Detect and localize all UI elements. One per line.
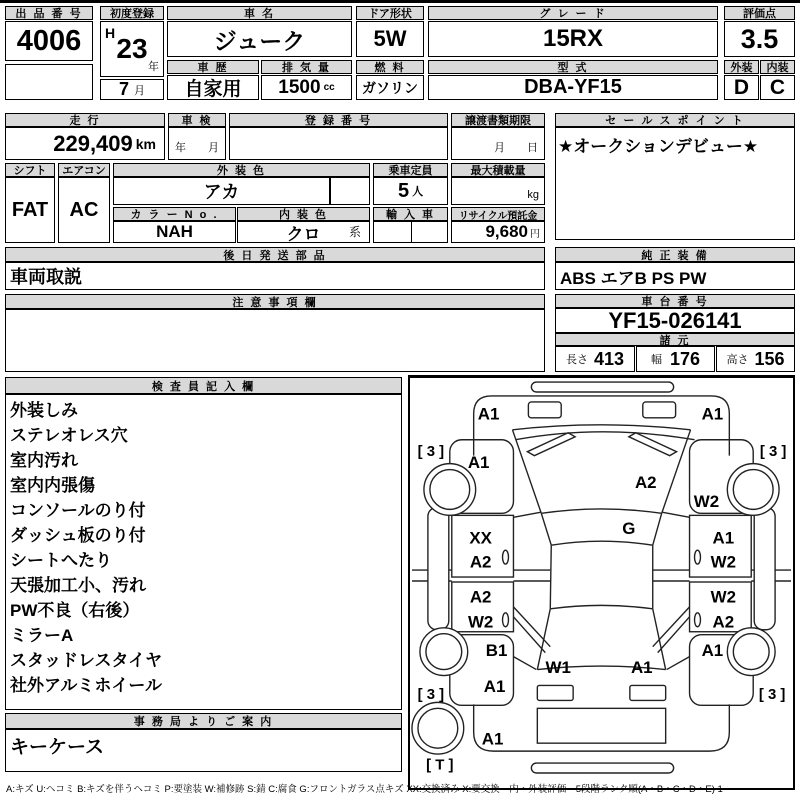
capacity-text: 5 [397,179,410,202]
diagram-label: A1 [701,641,724,661]
inspector-note-line: 室内汚れ [10,451,78,470]
diagram-label: W2 [710,552,737,572]
exterior-grade-value [724,75,759,100]
aircon-value [58,177,110,243]
exterior-color-sub-box [330,177,370,205]
diagram-label: [ 3 ] [759,443,787,461]
caution-header: 注 意 事 項 欄 [5,294,545,309]
door-handle [695,550,701,564]
inspection-text: 年 月 [175,142,219,154]
parts-later-value [5,262,545,290]
fuel-value [356,75,424,100]
displacement-unit: cc [323,82,335,93]
dimension-width-cell [636,346,715,372]
year-suffix-text: 年 [148,61,159,73]
inspector-note-line: 社外アルミホイール [10,676,162,695]
displacement-text: 1500 [278,76,321,98]
interior-color-suffix: 系 [348,225,361,239]
diagram-label: A1 [712,528,735,548]
inspector-note-line: スタッドレスタイヤ [10,651,163,670]
recycle-deposit-text: 9,680 [485,222,528,241]
rear-window-top [550,605,652,608]
aircon-header: エアコン [58,163,110,177]
interior-color-header: 内 装 色 [237,207,370,221]
inspector-notes-box [5,394,402,710]
diagram-label: W1 [545,658,571,678]
car-history-text: 自家用 [184,79,242,100]
diagram-label: A2 [469,587,492,607]
trunk-lid [537,708,665,743]
office-info-header: 事 務 局 よ り ご 案 内 [5,713,402,729]
car-history-value [167,75,259,100]
diagram-label: W2 [467,612,494,632]
door-handle [503,550,509,564]
sales-point-text: ★オークションデビュー★ [558,137,759,156]
length-value: 413 [593,348,625,369]
exterior-grade-header: 外装 [724,60,759,74]
month-text: 7 [118,79,129,99]
max-load-header: 最大積載量 [451,163,545,177]
grade-header: グ レ ー ド [428,6,718,20]
width-value: 176 [669,348,701,369]
car-history-header: 車 歴 [167,60,259,74]
color-no-text: NAH [156,222,193,241]
auction-no-header: 出 品 番 号 [5,6,93,20]
equipment-text: ABS エアB PS PW [560,268,707,288]
windshield-top [541,509,661,513]
top-border [0,0,800,3]
inspector-notes-header: 検 査 員 記 入 欄 [5,377,402,394]
office-info-text: キーケース [10,737,105,758]
diagram-label: A2 [712,612,735,632]
car-diagram-svg [410,378,793,787]
diagram-label: A2 [634,473,657,493]
chassis-no-value [555,308,795,333]
interior-grade-text: C [769,75,786,99]
mileage-unit: km [135,135,156,152]
diagram-labels [418,404,787,773]
hood-left-edge [512,430,541,514]
max-load-value [451,177,545,205]
month-suffix-text: 月 [134,84,145,97]
dimension-length-cell [555,346,635,372]
diagram-label: A1 [467,453,490,473]
diagram-label: A1 [701,404,724,424]
diagram-label: A1 [481,729,504,749]
door-shape-text: 5W [373,26,407,51]
hood-right-edge [662,430,691,514]
diagram-label: B1 [485,641,508,661]
hood-top-edge [512,425,690,430]
import-car-header: 輸 入 車 [373,207,448,221]
car-name-text: ジューク [213,27,306,54]
right-rocker-panel [754,507,775,629]
door-shape-header: ドア形状 [356,6,424,20]
inspector-note-line: シートへたり [10,551,112,570]
capacity-header: 乗車定員 [373,163,448,177]
score-text: 3.5 [740,23,779,54]
parts-later-text: 車両取説 [10,267,82,287]
capacity-unit: 人 [412,186,424,198]
registration-no-value [229,127,448,160]
chassis-no-text: YF15-026141 [608,307,742,333]
auction-no-value [5,21,93,61]
shift-value [5,177,55,243]
equipment-header: 純 正 装 備 [555,247,795,262]
exterior-color-text: アカ [203,182,240,202]
import-car-divider [411,222,413,242]
diagram-label: A1 [477,404,500,424]
capacity-value [373,177,448,205]
front-roof-bar [531,382,673,392]
model-code-text: DBA-YF15 [524,76,622,98]
diagram-label: W2 [710,587,737,607]
diagram-label: [ 3 ] [417,443,445,461]
inspector-note-line: PW不良（右後） [10,601,140,620]
interior-grade-header: 内装 [760,60,795,74]
rear-roof-bar [531,763,673,773]
exterior-grade-text: D [733,75,750,99]
length-label: 長さ [565,354,588,366]
model-code-header: 型 式 [428,60,718,74]
inspector-note-line: 室内内張傷 [10,476,95,495]
width-label: 幅 [650,354,662,366]
diagram-label: A2 [469,552,492,572]
transfer-deadline-text: 月 日 [494,142,538,154]
transfer-deadline-header: 譲渡書類期限 [451,113,545,127]
first-registration-month-box [100,79,164,100]
inspector-note-line: 天張加工小、汚れ [10,576,146,595]
exterior-color-header: 外 装 色 [113,163,370,177]
shift-text: FAT [11,198,49,221]
color-no-value [113,221,236,243]
height-label: 高さ [726,354,749,366]
inspector-note-line: ステレオレス穴 [10,426,128,445]
inspection-header: 車 検 [168,113,226,127]
dimension-height-cell [716,346,795,372]
dimensions-header: 諸 元 [555,333,795,346]
score-header: 評価点 [724,6,795,20]
interior-color-value [237,221,370,243]
import-car-value [373,221,448,243]
score-value [724,21,795,57]
headlight-left [528,402,561,418]
first-registration-header: 初度登録 [100,6,164,20]
rear-bumper [474,704,730,751]
fuel-header: 燃 料 [356,60,424,74]
fuel-text: ガソリン [362,79,418,96]
mileage-text: 229,409 [53,130,133,156]
transfer-deadline-value [451,127,545,160]
windshield-bottom [551,541,652,545]
inspector-note-line: ミラーA [10,626,74,645]
sales-point-header: セ ー ル ス ポ イ ン ト [555,113,795,127]
sales-point-value [555,127,795,240]
max-load-unit: kg [527,189,539,201]
car-name-header: 車 名 [167,6,352,20]
equipment-value [555,262,795,290]
grade-value [428,21,718,57]
model-code-value [428,75,718,100]
diagram-label: A1 [630,658,653,678]
inspector-note-line: ダッシュ板のり付 [10,526,146,545]
diagram-label: W2 [693,491,720,511]
diagram-label: XX [469,528,492,548]
first-registration-year-box [100,21,164,77]
office-info-box [5,729,402,772]
taillight-left [537,685,573,700]
left-rocker-panel [428,507,449,629]
mileage-value [5,127,165,160]
inspection-value [168,127,226,160]
chassis-no-header: 車 台 番 号 [555,294,795,308]
interior-grade-value [760,75,795,100]
inspector-note-line: コンソールのり付 [10,501,146,520]
recycle-deposit-header: リサイクル預託金 [451,207,545,221]
door-handle [503,613,509,627]
aircon-text: AC [69,198,99,221]
registration-no-header: 登 録 番 号 [229,113,448,127]
diagram-label: [ 3 ] [417,685,445,703]
grade-text: 15RX [542,25,604,52]
parts-later-header: 後 日 発 送 部 品 [5,247,545,262]
caution-box [5,309,545,372]
car-name-value [167,21,352,57]
auction-no-text: 4006 [16,24,82,57]
interior-color-text: クロ [286,224,321,244]
door-handle [695,613,701,627]
door-shape-value [356,21,424,57]
roof-left-edge [550,545,551,609]
diagram-label: [ T ] [426,756,454,774]
mileage-header: 走 行 [5,113,165,127]
inspector-note-line: 外装しみ [10,401,78,420]
diagram-label: A1 [483,676,506,696]
cowl-arc [515,432,694,440]
height-value: 156 [754,348,785,369]
displacement-header: 排 気 量 [261,60,352,74]
recycle-deposit-value [451,221,545,243]
exterior-color-value [113,177,330,205]
auction-no-empty-box [5,64,93,100]
diagram-label: [ 3 ] [758,685,786,703]
legend-line: A:キズ U:ヘコミ B:キズを伴うヘコミ P:要塗装 W:補修跡 S:錆 C:腐食 G:フロントガラス点キズ XX:交換済み X:要交換 内・外装評価 5段階ランク順(A・B・C・D・E) 1 [6,784,723,795]
wheels [412,464,779,754]
displacement-value [261,75,352,100]
shift-header: シフト [5,163,55,177]
year-text: 23 [116,33,148,64]
taillight-right [630,685,666,700]
color-no-header: カ ラ ー N o . [113,207,236,221]
recycle-deposit-unit: 円 [530,228,540,240]
era-text: H [105,25,116,41]
car-diagram-panel [408,375,795,790]
headlight-right [643,402,676,418]
diagram-label: G [622,518,636,538]
